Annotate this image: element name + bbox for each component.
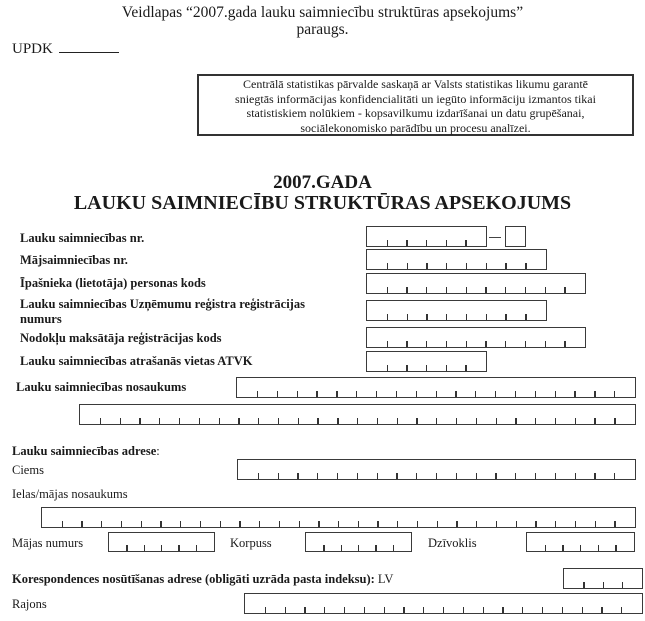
cell-divider-tick xyxy=(396,391,397,397)
farm-number-separator-dash xyxy=(489,237,501,238)
cell-divider-tick xyxy=(555,418,556,424)
household-number-input[interactable] xyxy=(366,249,547,270)
cell-divider-tick xyxy=(126,545,127,551)
cell-divider-tick xyxy=(455,391,456,397)
cell-divider-tick xyxy=(446,341,447,347)
cell-divider-tick xyxy=(574,391,575,397)
cell-divider-tick xyxy=(463,607,464,613)
village-label: Ciems xyxy=(12,463,44,477)
cell-divider-tick xyxy=(317,473,318,479)
owner-personal-code-label: Īpašnieka (lietotāja) personas kods xyxy=(20,276,206,290)
cell-divider-tick xyxy=(298,418,299,424)
cell-divider-tick xyxy=(525,314,526,320)
cell-divider-tick xyxy=(257,391,258,397)
cell-divider-tick xyxy=(364,607,365,613)
cell-divider-tick xyxy=(121,521,122,527)
farm-address-heading xyxy=(12,444,160,458)
cell-divider-tick xyxy=(446,263,447,269)
cell-divider-tick xyxy=(436,418,437,424)
cell-divider-tick xyxy=(403,607,404,613)
cell-divider-tick xyxy=(564,287,565,293)
cell-divider-tick xyxy=(278,473,279,479)
cell-divider-tick xyxy=(120,418,121,424)
confidentiality-notice xyxy=(197,74,634,136)
cell-divider-tick xyxy=(387,341,388,347)
cell-divider-tick xyxy=(393,545,394,551)
notice-line: sniegtās informācijas konfidencialitāti un iegūto informāciju izmantos tikai xyxy=(235,91,596,106)
cell-divider-tick xyxy=(525,287,526,293)
cell-divider-tick xyxy=(318,521,319,527)
cell-divider-tick xyxy=(337,418,338,424)
cell-divider-tick xyxy=(515,391,516,397)
cell-divider-tick xyxy=(542,607,543,613)
cell-divider-tick xyxy=(496,418,497,424)
cell-divider-tick xyxy=(279,521,280,527)
cell-divider-tick xyxy=(323,545,324,551)
cell-divider-tick xyxy=(200,521,201,527)
cell-divider-tick xyxy=(476,473,477,479)
cell-divider-tick xyxy=(437,521,438,527)
building-label: Korpuss xyxy=(230,536,272,550)
cell-divider-tick xyxy=(100,418,101,424)
enterprise-register-label-line2: numurs xyxy=(20,312,62,326)
cell-divider-tick xyxy=(387,240,388,246)
cell-divider-tick xyxy=(161,545,162,551)
cell-divider-tick xyxy=(357,473,358,479)
cell-divider-tick xyxy=(446,240,447,246)
cell-divider-tick xyxy=(258,473,259,479)
cell-divider-tick xyxy=(406,287,407,293)
cell-divider-tick xyxy=(375,545,376,551)
cell-divider-tick xyxy=(180,521,181,527)
farm-name-input-line2[interactable] xyxy=(79,404,636,425)
cell-divider-tick xyxy=(443,607,444,613)
cell-divider-tick xyxy=(545,287,546,293)
farm-address-heading-colon: : xyxy=(156,444,160,458)
cell-divider-tick xyxy=(416,473,417,479)
cell-divider-tick xyxy=(614,473,615,479)
cell-divider-tick xyxy=(522,607,523,613)
cell-divider-tick xyxy=(446,314,447,320)
taxpayer-code-input[interactable] xyxy=(366,327,586,348)
street-input[interactable] xyxy=(41,507,636,528)
enterprise-register-label-line1: Lauku saimniecības Uzņēmumu reģistra reģistrācijas xyxy=(20,297,305,311)
survey-year-title: 2007.GADA xyxy=(273,172,372,193)
cell-divider-tick xyxy=(406,240,407,246)
cell-divider-tick xyxy=(376,391,377,397)
cell-divider-tick xyxy=(341,545,342,551)
cell-divider-tick xyxy=(555,521,556,527)
farm-name-input-line1[interactable] xyxy=(236,377,636,398)
cell-divider-tick xyxy=(476,521,477,527)
cell-divider-tick xyxy=(465,365,466,371)
cell-divider-tick xyxy=(416,418,417,424)
house-number-label: Mājas numurs xyxy=(12,536,84,550)
cell-divider-tick xyxy=(357,418,358,424)
cell-divider-tick xyxy=(562,545,563,551)
cell-divider-tick xyxy=(239,521,240,527)
owner-personal-code-input[interactable] xyxy=(366,273,586,294)
cell-divider-tick xyxy=(505,263,506,269)
farm-name-label: Lauku saimniecības nosaukums xyxy=(16,380,187,394)
cell-divider-tick xyxy=(377,418,378,424)
updk-field xyxy=(12,38,119,58)
cell-divider-tick xyxy=(179,418,180,424)
cell-divider-tick xyxy=(502,607,503,613)
cell-divider-tick xyxy=(337,473,338,479)
house-number-input[interactable] xyxy=(108,532,215,552)
cell-divider-tick xyxy=(324,607,325,613)
cell-divider-tick xyxy=(545,545,546,551)
cell-divider-tick xyxy=(486,314,487,320)
notice-line: sociālekonomisko parādību un procesu analīzei. xyxy=(300,120,531,135)
cell-divider-tick xyxy=(465,240,466,246)
farm-address-heading-text: Lauku saimniecības adrese xyxy=(12,444,157,458)
cell-divider-tick xyxy=(476,418,477,424)
district-input[interactable] xyxy=(244,593,643,614)
correspondence-address-label xyxy=(12,572,393,586)
cell-divider-tick xyxy=(575,418,576,424)
cell-divider-tick xyxy=(515,418,516,424)
cell-divider-tick xyxy=(238,418,239,424)
cell-divider-tick xyxy=(81,521,82,527)
cell-divider-tick xyxy=(483,607,484,613)
cell-divider-tick xyxy=(486,263,487,269)
cell-divider-tick xyxy=(615,545,616,551)
cell-divider-tick xyxy=(594,418,595,424)
cell-divider-tick xyxy=(265,607,266,613)
cell-divider-tick xyxy=(141,521,142,527)
cell-divider-tick xyxy=(406,341,407,347)
cell-divider-tick xyxy=(535,521,536,527)
cell-divider-tick xyxy=(219,418,220,424)
cell-divider-tick xyxy=(278,418,279,424)
cell-divider-tick xyxy=(426,365,427,371)
cell-divider-tick xyxy=(160,521,161,527)
cell-divider-tick xyxy=(397,521,398,527)
cell-divider-tick xyxy=(466,314,467,320)
village-input[interactable] xyxy=(237,459,636,480)
cell-divider-tick xyxy=(485,341,486,347)
cell-divider-tick xyxy=(535,473,536,479)
cell-divider-tick xyxy=(595,521,596,527)
cell-divider-tick xyxy=(358,545,359,551)
cell-divider-tick xyxy=(456,418,457,424)
cell-divider-tick xyxy=(614,391,615,397)
cell-divider-tick xyxy=(446,365,447,371)
cell-divider-tick xyxy=(583,582,584,588)
taxpayer-code-label: Nodokļu maksātāja reģistrācijas kods xyxy=(20,331,222,345)
apartment-label: Dzīvoklis xyxy=(428,536,477,550)
cell-divider-tick xyxy=(144,545,145,551)
cell-divider-tick xyxy=(297,391,298,397)
cell-divider-tick xyxy=(139,418,140,424)
cell-divider-tick xyxy=(426,314,427,320)
cell-divider-tick xyxy=(407,263,408,269)
cell-divider-tick xyxy=(285,607,286,613)
cell-divider-tick xyxy=(475,391,476,397)
cell-divider-tick xyxy=(387,314,388,320)
notice-line: Centrālā statistikas pārvalde saskaņā ar Valsts statistikas likumu garantē xyxy=(242,77,589,91)
cell-divider-tick xyxy=(575,521,576,527)
cell-divider-tick xyxy=(594,391,595,397)
cell-divider-tick xyxy=(525,341,526,347)
cell-divider-tick xyxy=(505,341,506,347)
cell-divider-tick xyxy=(423,607,424,613)
cell-divider-tick xyxy=(258,418,259,424)
cell-divider-tick xyxy=(466,341,467,347)
street-label: Ielas/mājas nosaukums xyxy=(12,487,128,501)
cell-divider-tick xyxy=(220,521,221,527)
cell-divider-tick xyxy=(436,473,437,479)
cell-divider-tick xyxy=(426,263,427,269)
cell-divider-tick xyxy=(622,582,623,588)
cell-divider-tick xyxy=(535,391,536,397)
cell-divider-tick xyxy=(614,418,615,424)
farm-number-label: Lauku saimniecības nr. xyxy=(20,231,145,245)
cell-divider-tick xyxy=(485,287,486,293)
cell-divider-tick xyxy=(277,391,278,397)
survey-title: LAUKU SAIMNIECĪBU STRUKTŪRAS APSEKOJUMS xyxy=(73,192,572,214)
farm-number-suffix-input[interactable] xyxy=(505,226,526,247)
postal-code-input[interactable] xyxy=(563,568,643,589)
cell-divider-tick xyxy=(356,391,357,397)
cell-divider-tick xyxy=(535,418,536,424)
cell-divider-tick xyxy=(555,391,556,397)
cell-divider-tick xyxy=(426,287,427,293)
cell-divider-tick xyxy=(336,391,337,397)
cell-divider-tick xyxy=(603,582,604,588)
cell-divider-tick xyxy=(525,263,526,269)
updk-label: UPDK xyxy=(12,41,53,57)
cell-divider-tick xyxy=(580,545,581,551)
cell-divider-tick xyxy=(344,607,345,613)
district-label: Rajons xyxy=(12,597,47,611)
cell-divider-tick xyxy=(614,521,615,527)
cell-divider-tick xyxy=(387,263,388,269)
cell-divider-tick xyxy=(178,545,179,551)
cell-divider-tick xyxy=(621,607,622,613)
form-sample-subtitle: paraugs. xyxy=(296,21,349,38)
atvk-input[interactable] xyxy=(366,351,487,372)
cell-divider-tick xyxy=(417,521,418,527)
cell-divider-tick xyxy=(416,391,417,397)
form-sample-title: Veidlapas “2007.gada lauku saimniecību struktūras apsekojums” xyxy=(121,4,524,21)
cell-divider-tick xyxy=(496,521,497,527)
cell-divider-tick xyxy=(377,521,378,527)
updk-blank-line[interactable] xyxy=(59,38,119,53)
lv-prefix: LV xyxy=(377,572,394,586)
cell-divider-tick xyxy=(495,473,496,479)
farm-number-input[interactable] xyxy=(366,226,487,247)
cell-divider-tick xyxy=(316,391,317,397)
cell-divider-tick xyxy=(598,545,599,551)
cell-divider-tick xyxy=(406,365,407,371)
cell-divider-tick xyxy=(304,607,305,613)
correspondence-address-text: Korespondences nosūtīšanas adrese (obligāti uzrāda pasta indeksu): xyxy=(12,572,375,586)
cell-divider-tick xyxy=(564,341,565,347)
cell-divider-tick xyxy=(456,473,457,479)
apartment-input[interactable] xyxy=(526,532,635,552)
cell-divider-tick xyxy=(466,263,467,269)
atvk-label: Lauku saimniecības atrašanās vietas ATVK xyxy=(20,354,253,368)
cell-divider-tick xyxy=(562,607,563,613)
cell-divider-tick xyxy=(575,473,576,479)
cell-divider-tick xyxy=(199,418,200,424)
cell-divider-tick xyxy=(338,521,339,527)
cell-divider-tick xyxy=(397,418,398,424)
building-input[interactable] xyxy=(305,532,412,552)
cell-divider-tick xyxy=(317,418,318,424)
cell-divider-tick xyxy=(387,365,388,371)
cell-divider-tick xyxy=(299,521,300,527)
cell-divider-tick xyxy=(407,314,408,320)
cell-divider-tick xyxy=(515,473,516,479)
cell-divider-tick xyxy=(101,521,102,527)
cell-divider-tick xyxy=(426,341,427,347)
cell-divider-tick xyxy=(466,287,467,293)
enterprise-register-input[interactable] xyxy=(366,300,547,321)
cell-divider-tick xyxy=(196,545,197,551)
cell-divider-tick xyxy=(582,607,583,613)
cell-divider-tick xyxy=(426,240,427,246)
household-number-label: Mājsaimniecības nr. xyxy=(20,253,128,267)
cell-divider-tick xyxy=(505,287,506,293)
cell-divider-tick xyxy=(555,473,556,479)
cell-divider-tick xyxy=(384,607,385,613)
cell-divider-tick xyxy=(594,473,595,479)
cell-divider-tick xyxy=(377,473,378,479)
notice-line: statistiskiem nolūkiem - kopsavilkumu izdarīšanai un datu grupēšanai, xyxy=(246,106,585,120)
cell-divider-tick xyxy=(259,521,260,527)
cell-divider-tick xyxy=(456,521,457,527)
cell-divider-tick xyxy=(505,314,506,320)
cell-divider-tick xyxy=(387,287,388,293)
cell-divider-tick xyxy=(436,391,437,397)
cell-divider-tick xyxy=(601,607,602,613)
cell-divider-tick xyxy=(396,473,397,479)
cell-divider-tick xyxy=(545,341,546,347)
cell-divider-tick xyxy=(495,391,496,397)
cell-divider-tick xyxy=(446,287,447,293)
cell-divider-tick xyxy=(62,521,63,527)
cell-divider-tick xyxy=(358,521,359,527)
cell-divider-tick xyxy=(297,473,298,479)
cell-divider-tick xyxy=(159,418,160,424)
cell-divider-tick xyxy=(516,521,517,527)
